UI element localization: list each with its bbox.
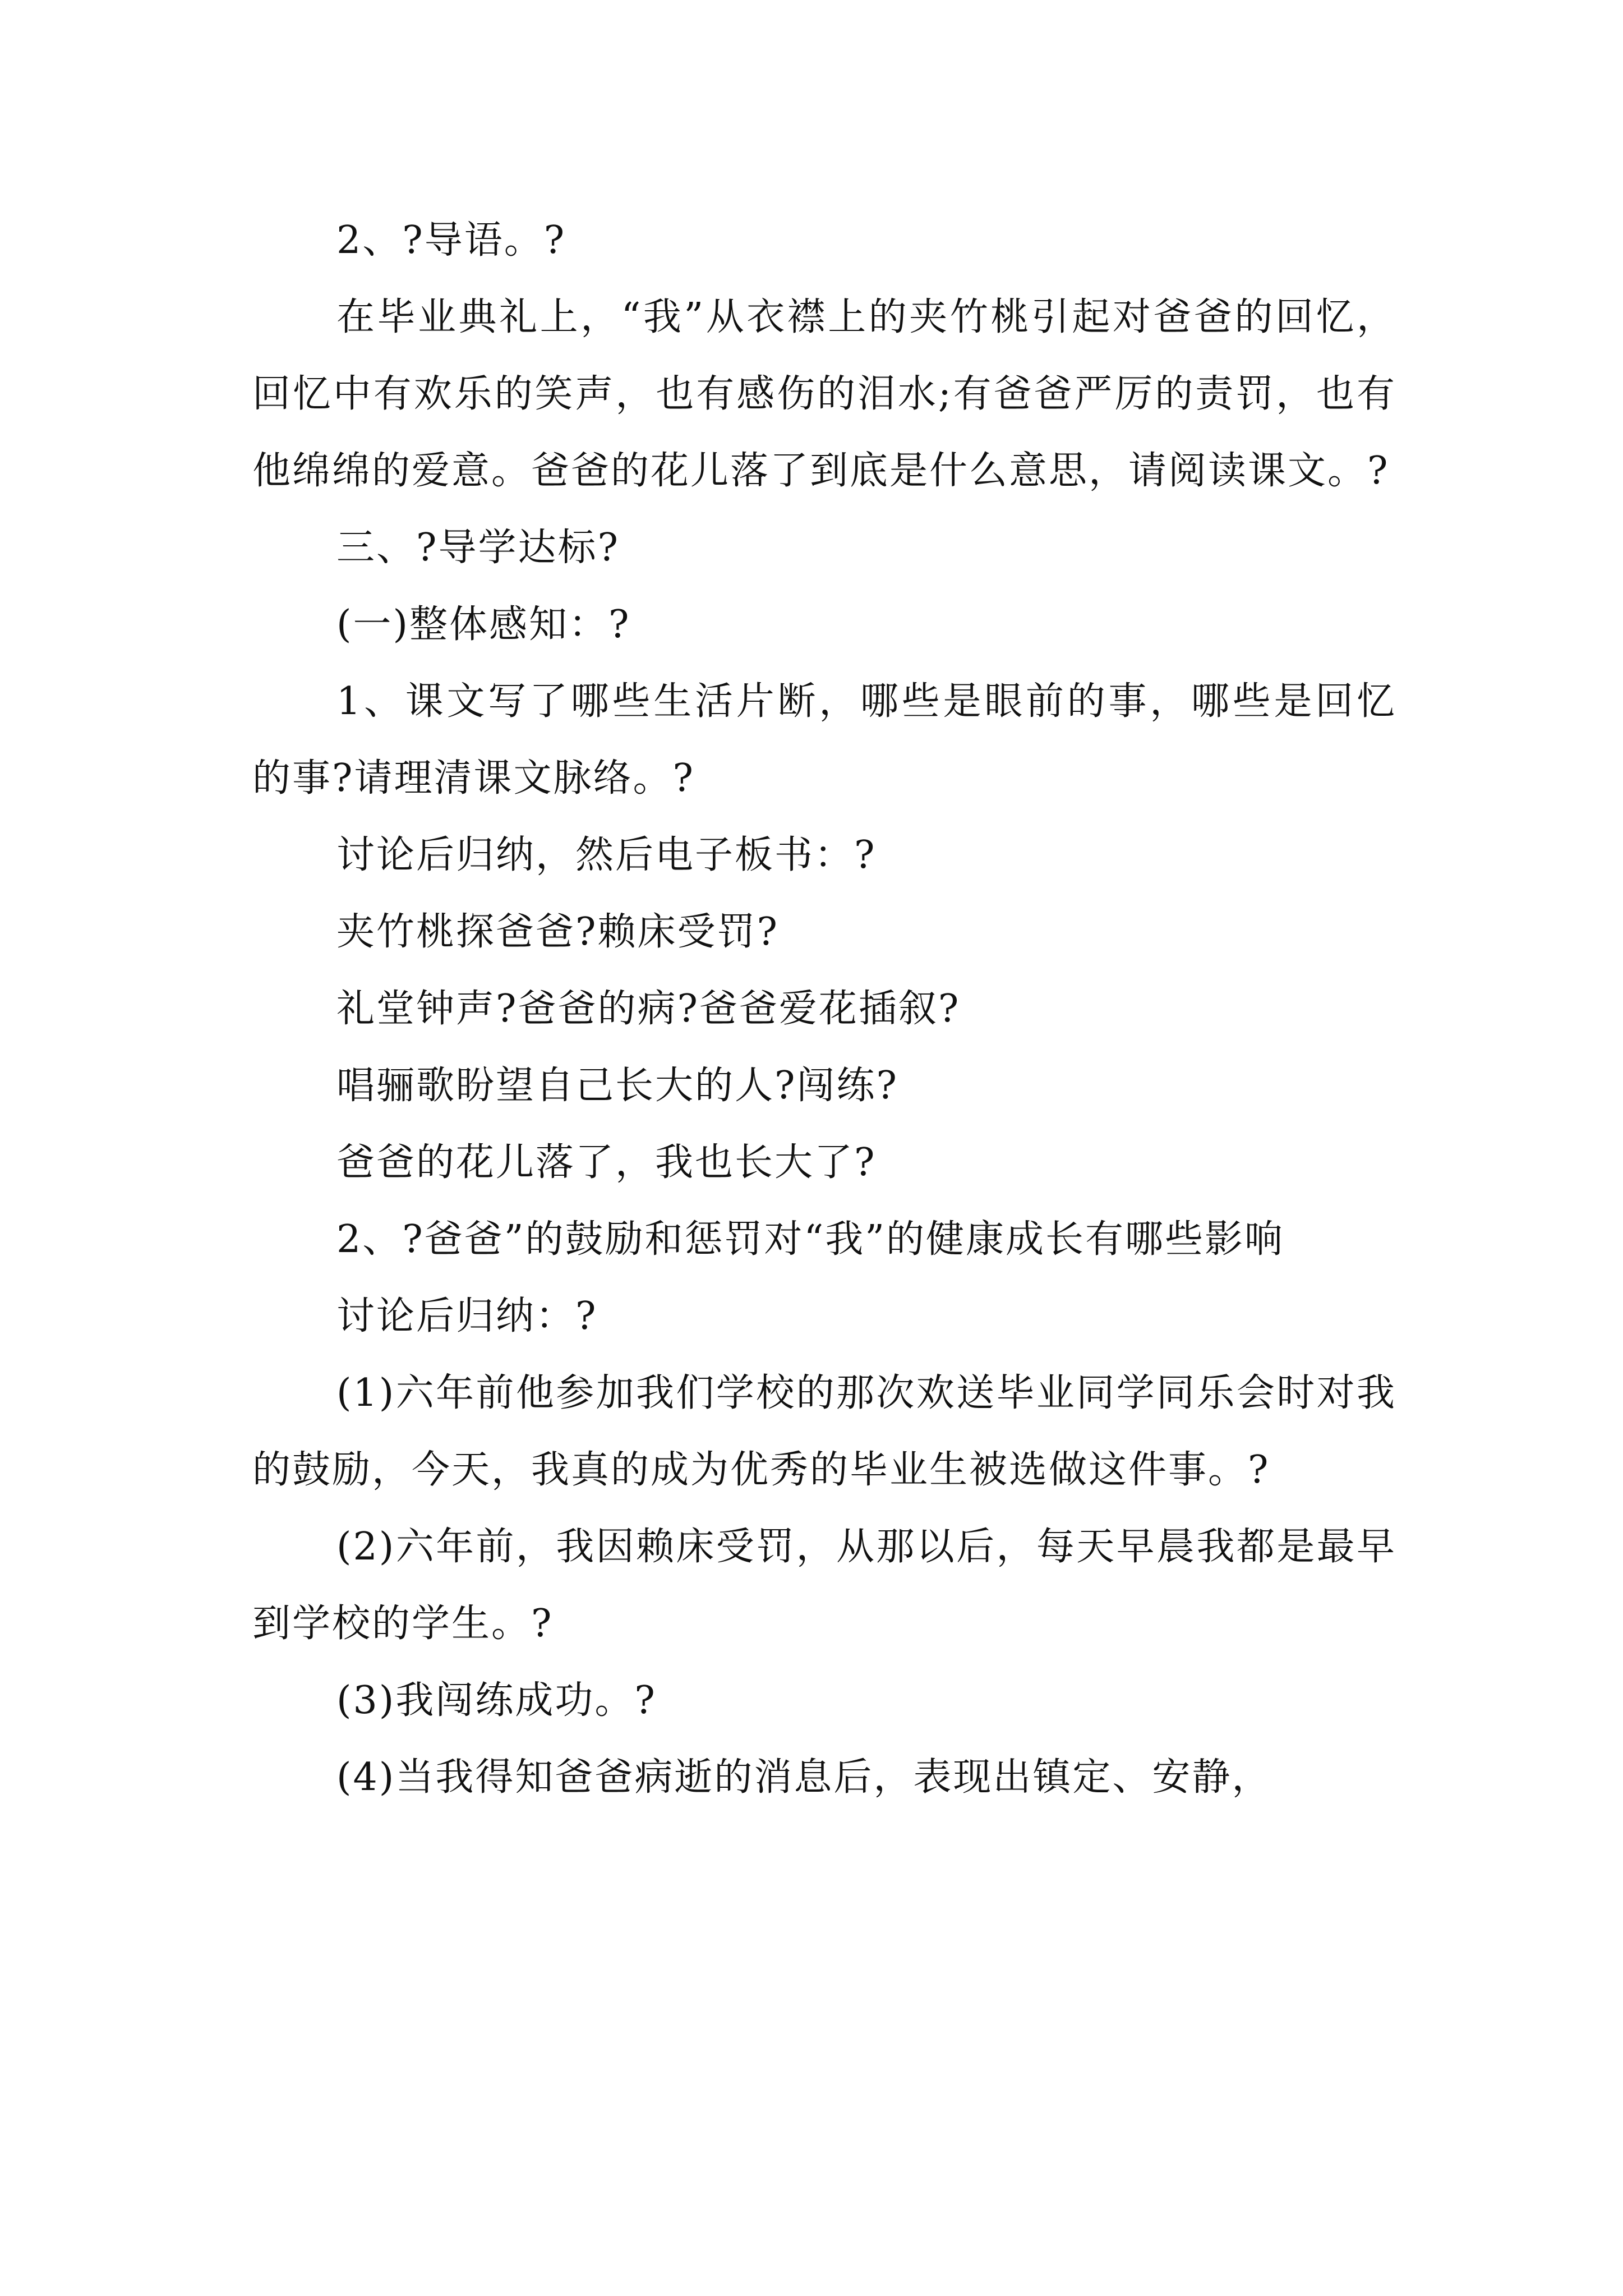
section-heading: 三、?导学达标? [336, 526, 620, 570]
paragraph-intro-text: 在毕业典礼上，“我”从衣襟上的夹竹桃引起对爸爸的回忆，回忆中有欢乐的笑声，也有感伤的泪水;有爸爸严厉的责罚，也有他绵绵的爱意。爸爸的花儿落了到底是什么意思，请阅读课文。? [252, 295, 1396, 493]
board-line-3: 唱骊歌盼望自己长大的人?闯练? [336, 1064, 898, 1108]
paragraph: 讨论后归纳：? [336, 1294, 598, 1338]
board-line-1: 夹竹桃探爸爸?赖床受罚? [336, 910, 779, 954]
list-item-3: (3)我闯练成功。? [336, 1678, 657, 1723]
document-body [252, 202, 1396, 1816]
list-item-2: (2)六年前，我因赖床受罚，从那以后，每天早晨我都是最早到学校的学生。? [252, 1525, 1396, 1646]
paragraph-intro-heading: 2、?导语。? [336, 218, 566, 263]
subsection-heading: (一)整体感知：? [336, 602, 631, 647]
board-line-2: 礼堂钟声?爸爸的病?爸爸爱花插叙? [336, 987, 961, 1031]
list-item-1: (1)六年前他参加我们学校的那次欢送毕业同学同乐会时对我的鼓励，今天，我真的成为优秀的毕业生被选做这件事。? [252, 1371, 1396, 1492]
board-line-4: 爸爸的花儿落了，我也长大了? [336, 1140, 877, 1185]
paragraph: 讨论后归纳，然后电子板书：? [336, 833, 877, 877]
list-item-4: (4)当我得知爸爸病逝的消息后，表现出镇定、安静， [336, 1755, 1272, 1800]
question-1: 1、课文写了哪些生活片断，哪些是眼前的事，哪些是回忆的事?请理清课文脉络。? [252, 679, 1396, 800]
question-2: 2、?爸爸”的鼓励和惩罚对“我”的健康成长有哪些影响 [336, 1217, 1285, 1262]
